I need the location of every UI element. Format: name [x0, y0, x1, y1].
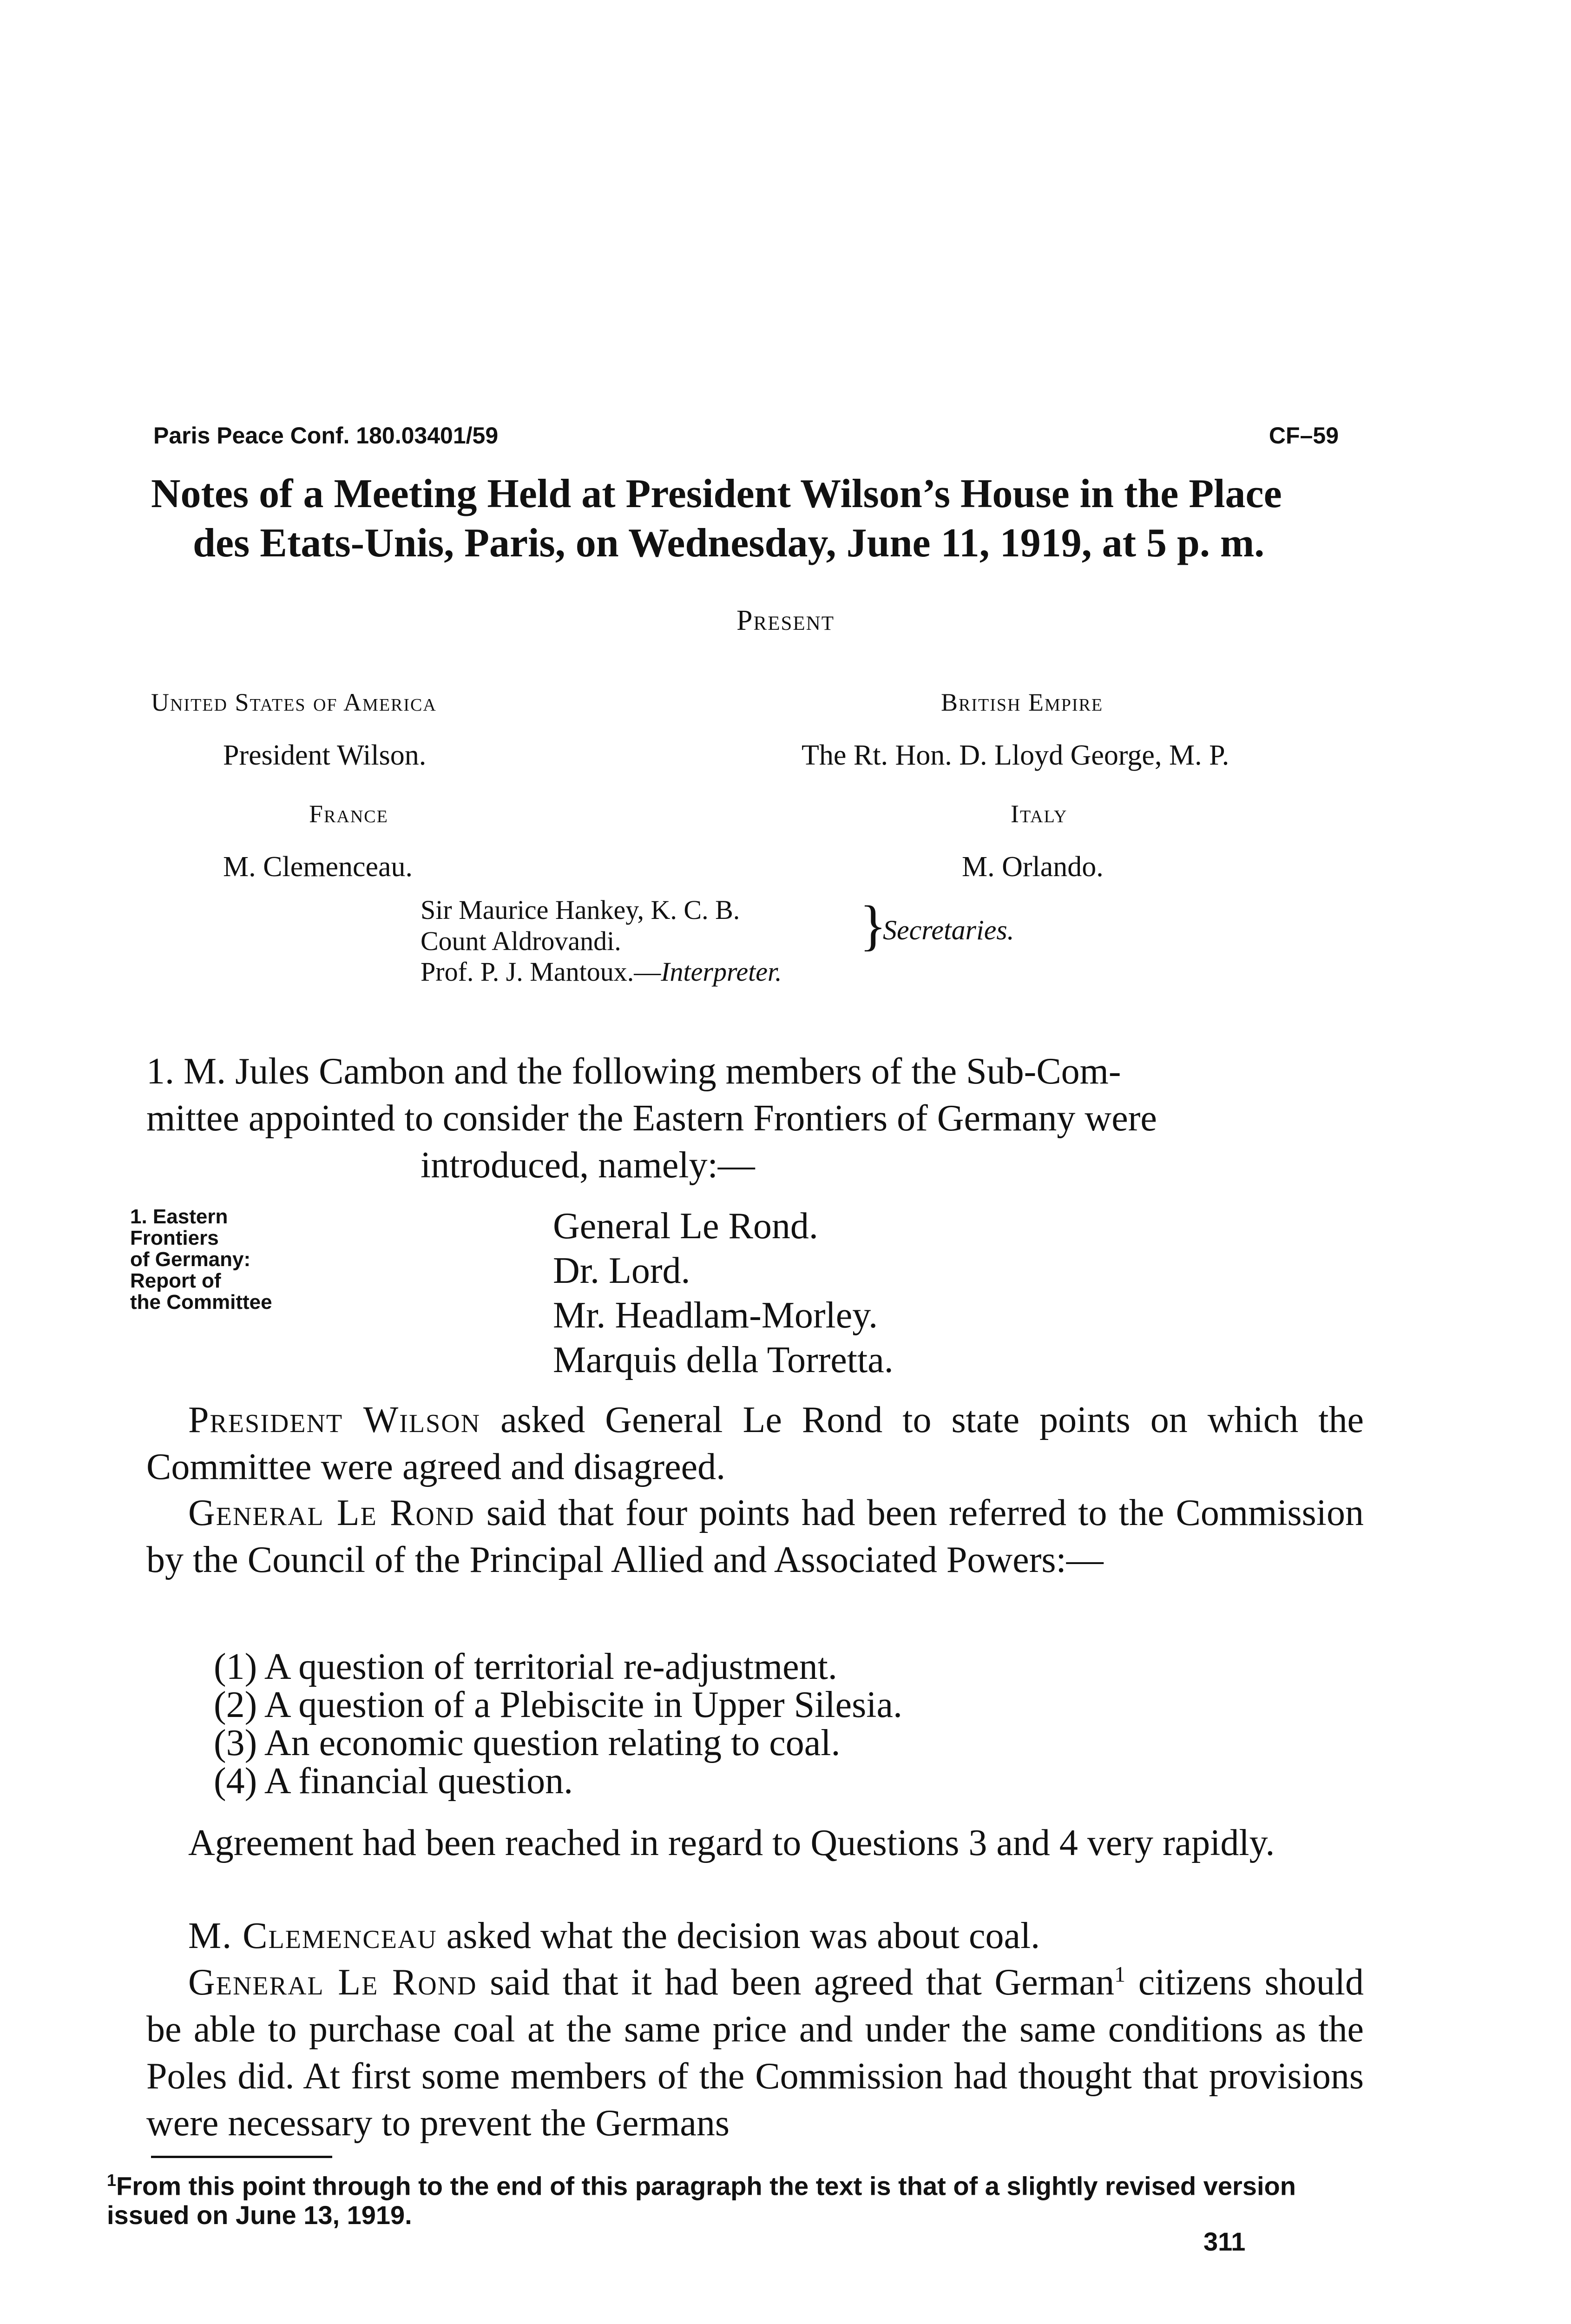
- delegate-france: M. Clemenceau.: [223, 851, 413, 883]
- present-heading: Present: [736, 605, 835, 636]
- committee-member: General Le Rond.: [553, 1206, 818, 1247]
- paragraph-text: said that four points had been referred to the Commission by the Council of the Principal Allied and Associated Powers:—: [146, 1492, 1364, 1580]
- interpreter-label: Interpreter.: [661, 957, 782, 987]
- paragraph-lerond-1: [146, 1490, 1364, 1584]
- margin-note: [130, 1206, 372, 1313]
- question-item: (1) A question of territorial re-adjustment.: [214, 1646, 837, 1687]
- footnote-mark: 1: [107, 2171, 117, 2190]
- speaker-name: M. Clemenceau: [188, 1915, 437, 1956]
- country-france: France: [309, 800, 388, 828]
- paragraph-text: asked General Le Rond to state points on which the Committee were agreed and disagreed.: [146, 1400, 1364, 1487]
- secretaries-label: Secretaries.: [883, 915, 1014, 945]
- interpreter-line: [421, 957, 782, 988]
- margin-note-line: 1. Eastern: [130, 1205, 228, 1228]
- committee-member: Mr. Headlam-Morley.: [553, 1295, 878, 1336]
- title-line-1: Notes of a Meeting Held at President Wilson’s House in the Place: [151, 471, 1282, 516]
- paragraph-agreement: [146, 1820, 1364, 1867]
- question-item: (3) An economic question relating to coal.: [214, 1723, 841, 1763]
- paragraph-lerond-2: [146, 1959, 1364, 2147]
- secretary-1: Sir Maurice Hankey, K. C. B.: [421, 895, 740, 925]
- country-british-empire: British Empire: [941, 688, 1104, 716]
- intro-line-1: 1. M. Jules Cambon and the following members of the Sub-Com-: [146, 1051, 1121, 1092]
- secretary-2: Count Aldrovandi.: [421, 925, 621, 956]
- committee-member: Dr. Lord.: [553, 1250, 690, 1291]
- margin-note-line: the Committee: [130, 1291, 272, 1314]
- page-number: 311: [1203, 2227, 1246, 2256]
- speaker-name: General Le Rond: [188, 1962, 477, 2003]
- title-line-2: des Etats-Unis, Paris, on Wednesday, June 11, 1919, at 5 p. m.: [193, 520, 1265, 566]
- question-item: (2) A question of a Plebiscite in Upper Silesia.: [214, 1684, 902, 1725]
- paragraph-text: asked what the decision was about coal.: [437, 1915, 1040, 1956]
- intro-paragraph: [146, 1048, 1364, 1189]
- intro-line-3: introduced, namely:—: [421, 1145, 755, 1186]
- margin-note-line: Frontiers: [130, 1227, 219, 1249]
- footnote: [107, 2166, 1361, 2230]
- speaker-name: President Wilson: [188, 1400, 481, 1440]
- questions-list: [214, 1648, 902, 1800]
- country-italy: Italy: [1011, 800, 1068, 828]
- margin-note-line: Report of: [130, 1269, 221, 1292]
- paragraph-clemenceau: [146, 1913, 1364, 1960]
- footnote-divider: [151, 2156, 332, 2158]
- footnote-reference[interactable]: 1: [1114, 1962, 1126, 1987]
- delegate-british-empire: The Rt. Hon. D. Lloyd George, M. P.: [802, 739, 1229, 771]
- delegate-usa: President Wilson.: [223, 739, 427, 771]
- file-reference: Paris Peace Conf. 180.03401/59: [153, 423, 499, 449]
- footnote-text: From this point through to the end of this paragraph the text is that of a slightly revised version issued on June 13, 1919.: [107, 2171, 1296, 2230]
- intro-line-2: mittee appointed to consider the Eastern Frontiers of Germany were: [146, 1098, 1157, 1139]
- secretaries-block: [421, 894, 1014, 988]
- interpreter-name: Prof. P. J. Mantoux.—: [421, 957, 661, 987]
- speaker-name: General Le Rond: [188, 1492, 475, 1533]
- delegate-italy: M. Orlando.: [962, 851, 1104, 883]
- question-item: (4) A financial question.: [214, 1761, 573, 1802]
- document-code: CF–59: [1269, 423, 1339, 449]
- paragraph-text: said that it had been agreed that German: [477, 1962, 1115, 2003]
- margin-note-line: of Germany:: [130, 1248, 251, 1271]
- page-title: [151, 469, 1387, 568]
- committee-member-list: [553, 1204, 894, 1382]
- country-usa: United States of America: [151, 688, 437, 716]
- paragraph-text: citizens should be able to purchase coal at the same price and under the same conditions as the Poles did. At first some members of the Commission had thought that provisions were necessary to prevent the Germans: [146, 1962, 1364, 2144]
- brace-icon: }: [860, 894, 887, 956]
- paragraph-text: Agreement had been reached in regard to Questions 3 and 4 very rapidly.: [188, 1822, 1275, 1863]
- paragraph-wilson: [146, 1397, 1364, 1491]
- committee-member: Marquis della Torretta.: [553, 1340, 894, 1380]
